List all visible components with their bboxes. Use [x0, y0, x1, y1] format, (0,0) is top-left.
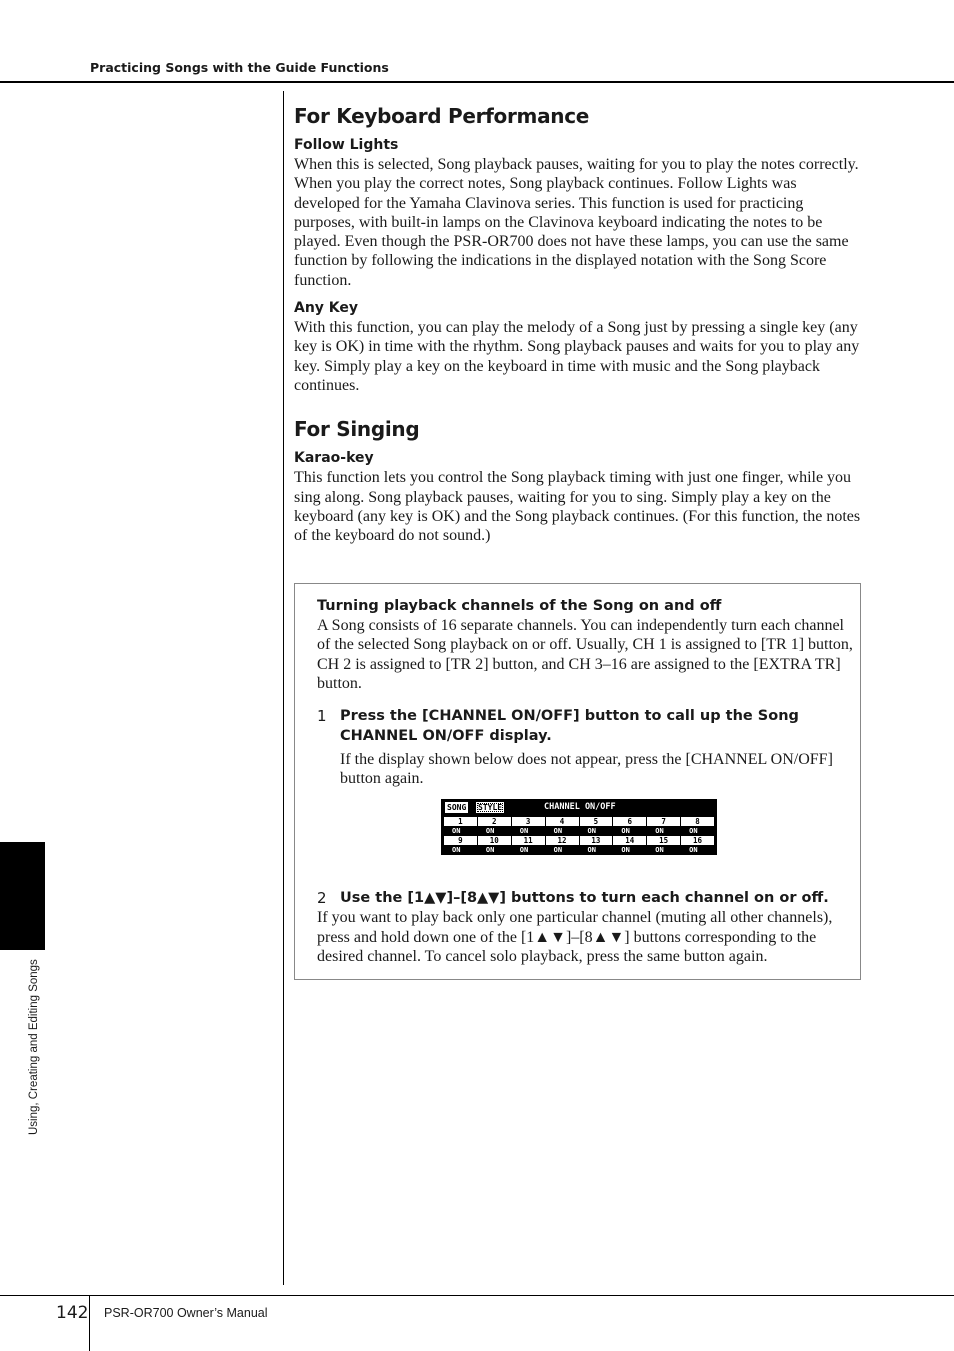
- page-number: 142: [56, 1303, 89, 1323]
- lcd-channel-state: ON: [621, 846, 630, 854]
- step-1: [317, 707, 859, 746]
- lcd-channel-state: ON: [519, 846, 529, 854]
- footer-rule: [0, 1295, 954, 1296]
- lcd-channel-label: 3: [512, 817, 545, 826]
- step-2: [317, 889, 859, 909]
- note-title: Turning playback channels of the Song on and off: [317, 598, 722, 614]
- lcd-channel-state: ON: [655, 846, 664, 854]
- feature-title: Follow Lights: [294, 137, 399, 153]
- step-detail: If the display shown below does not appear, press the [CHANNEL ON/OFF] button again.: [340, 751, 833, 788]
- lcd-channel-state: ON: [485, 846, 495, 854]
- feature-description: When this is selected, Song playback pauses, waiting for you to play the notes correctly. When you play the correct notes, Song playback continues. Follow Lights was developed for the Yamaha Clavinova series. This function is used for practicing purposes, with built-in lamps on the Clavinova keyboard indicating the notes to be played. Even though the PSR-OR700 does not have these lamps, you can use the same function by following the indications in the displayed notation with the Song Score function.: [294, 156, 859, 289]
- step-number: 2: [317, 888, 327, 907]
- lcd-channel-state: ON: [553, 827, 563, 835]
- lcd-channel-state: ON: [485, 827, 495, 835]
- lcd-channel-label: 12: [546, 836, 579, 845]
- lcd-channel-state: ON: [621, 827, 630, 835]
- lcd-channel-label: 10: [478, 836, 511, 845]
- lcd-channel-label: 15: [647, 836, 680, 845]
- lcd-channel-label: 14: [613, 836, 646, 845]
- feature-title: Karao-key: [294, 450, 374, 467]
- section-heading-singing: For Singing: [294, 417, 420, 442]
- running-header: Practicing Songs with the Guide Functions: [90, 60, 389, 75]
- lcd-channel-label: 9: [444, 836, 477, 845]
- lcd-tab-song: SONG: [447, 803, 467, 812]
- feature-description: This function lets you control the Song playback timing with just one finger, while you sing along. Song playback pauses, waiting for you to sing. Simply play a key on the keyboard (any key is OK) and the Song playback continues. (For this function, the notes of the keyboard do not sound.): [294, 469, 861, 545]
- lcd-channel-state: ON: [587, 827, 596, 835]
- step-instruction: Use the [1▲▼]–[8▲▼] buttons to turn each channel on or off.: [340, 889, 829, 906]
- lcd-display-channel-on-off: [441, 799, 717, 855]
- note-box: [294, 583, 861, 980]
- lcd-channel-state: ON: [519, 827, 529, 835]
- lcd-channel-label: 13: [580, 836, 613, 845]
- lcd-channel-label: 5: [580, 817, 613, 826]
- lcd-channel-label: 11: [512, 836, 545, 845]
- feature-follow-lights: [294, 136, 864, 290]
- lcd-title: CHANNEL ON/OFF: [544, 802, 616, 812]
- note-box-content: [317, 597, 859, 966]
- lcd-channel-state: ON: [452, 827, 461, 835]
- lcd-channel-state: ON: [689, 846, 698, 854]
- section-heading-keyboard: For Keyboard Performance: [294, 104, 590, 128]
- feature-description: With this function, you can play the melody of a Song just by pressing a single key (any key is OK) in time with the rhythm. Song playback pauses and waits for you to play any key. Simply play a key on the keyboard in time with music and the Song playback continues.: [294, 319, 860, 394]
- lcd-channel-label: 6: [613, 817, 646, 826]
- lcd-channel-label: 16: [681, 836, 714, 845]
- main-content: [294, 104, 864, 554]
- lcd-channel-label: 8: [681, 817, 714, 826]
- feature-title: Any Key: [294, 300, 359, 317]
- lcd-tab-style: STYLE: [478, 803, 503, 812]
- manual-title: PSR-OR700 Owner’s Manual: [104, 1306, 268, 1320]
- footer-divider: [89, 1295, 90, 1351]
- lcd-channel-grid: [444, 817, 714, 852]
- lcd-channel-state: ON: [587, 846, 596, 854]
- step-instruction: Press the [CHANNEL ON/OFF] button to call up the Song CHANNEL ON/OFF display.: [340, 708, 799, 744]
- lcd-channel-state: ON: [655, 827, 664, 835]
- header-rule: [0, 81, 954, 83]
- note-intro: A Song consists of 16 separate channels. You can independently turn each channel of the selected Song playback on or off. Usually, CH 1 is assigned to [TR 1] button, CH 2 is assigned to [TR 2] button, and CH 3–16 are assigned to the [EXTRA TR] button.: [317, 617, 853, 692]
- lcd-channel-state: ON: [553, 846, 563, 854]
- lcd-channel-label: 2: [478, 817, 511, 826]
- lcd-channel-label: 7: [647, 817, 680, 826]
- feature-karao-key: [294, 449, 864, 545]
- lcd-channel-state: ON: [452, 846, 461, 854]
- lcd-channel-state: ON: [689, 827, 698, 835]
- lcd-channel-label: 1: [444, 817, 477, 826]
- step-number: 1: [317, 707, 327, 726]
- column-divider: [283, 91, 284, 1285]
- step-detail: If you want to play back only one particular channel (muting all other channels), press and hold down one of the [1▲▼]–[8▲▼] buttons corresponding to the desired channel. To cancel solo playback, press the same button again.: [317, 909, 833, 965]
- lcd-channel-label: 4: [546, 817, 579, 826]
- chapter-tab: [0, 842, 45, 950]
- chapter-label: Using, Creating and Editing Songs: [28, 959, 40, 1135]
- feature-any-key: [294, 299, 864, 395]
